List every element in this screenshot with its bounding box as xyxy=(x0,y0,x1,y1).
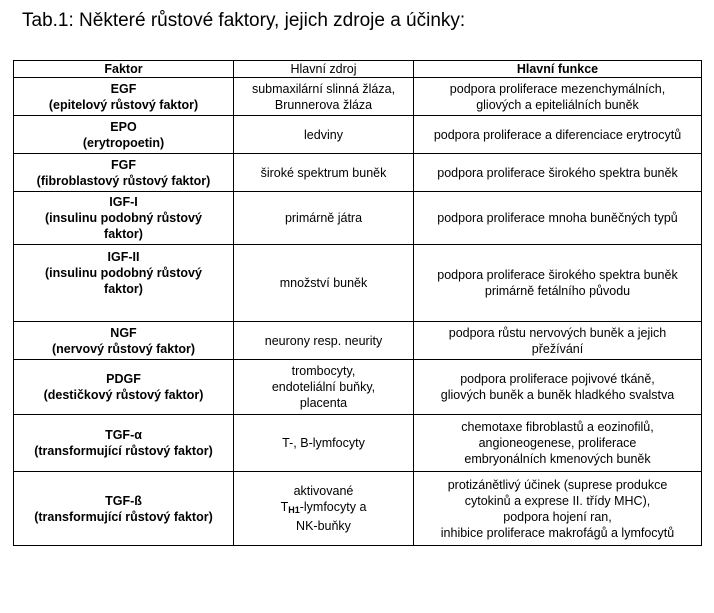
factor-cell: IGF-II (insulinu podobný růstový faktor) xyxy=(14,245,234,322)
source-cell: ledviny xyxy=(234,116,414,154)
header-row xyxy=(14,61,702,78)
source-cell: submaxilární slinná žláza, Brunnerova žláza xyxy=(234,78,414,116)
function-cell: chemotaxe fibroblastů a eozinofilů, angioneogenese, proliferace embryonálních kmenových buněk xyxy=(414,415,702,472)
source-cell: trombocyty, endoteliální buňky, placenta xyxy=(234,360,414,415)
function-cell: podpora proliferace mnoha buněčných typů xyxy=(414,192,702,245)
table-row xyxy=(14,154,702,192)
source-cell: neurony resp. neurity xyxy=(234,322,414,360)
factor-cell: NGF (nervový růstový faktor) xyxy=(14,322,234,360)
function-cell: podpora proliferace mezenchymálních, gliových a epiteliálních buněk xyxy=(414,78,702,116)
source-cell: aktivované $T_{H1}$-lymfocyty a NK-buňky xyxy=(234,472,414,546)
header-source: Hlavní zdroj xyxy=(234,61,414,78)
source-cell: primárně játra xyxy=(234,192,414,245)
source-cell: množství buněk xyxy=(234,245,414,322)
table-row xyxy=(14,360,702,415)
growth-factors-table xyxy=(13,60,702,546)
header-function: Hlavní funkce xyxy=(414,61,702,78)
function-cell: podpora proliferace širokého spektra buněk primárně fetálního původu xyxy=(414,245,702,322)
table-caption: Tab.1: Některé růstové faktory, jejich zdroje a účinky: xyxy=(22,10,466,31)
function-cell: podpora proliferace pojivové tkáně, gliových buněk a buněk hladkého svalstva xyxy=(414,360,702,415)
table-row xyxy=(14,415,702,472)
factor-cell: PDGF (destičkový růstový faktor) xyxy=(14,360,234,415)
function-cell: protizánětlivý účinek (suprese produkce cytokinů a exprese II. třídy MHC), podpora hojení ran, inhibice proliferace makrofágů a lymfocytů xyxy=(414,472,702,546)
function-cell: podpora proliferace širokého spektra buněk xyxy=(414,154,702,192)
factor-cell: IGF-I (insulinu podobný růstový faktor) xyxy=(14,192,234,245)
table-row xyxy=(14,472,702,546)
factor-cell: FGF (fibroblastový růstový faktor) xyxy=(14,154,234,192)
function-cell: podpora růstu nervových buněk a jejich přežívání xyxy=(414,322,702,360)
table-row xyxy=(14,245,702,322)
factor-cell: EPO (erytropoetin) xyxy=(14,116,234,154)
factor-cell: TGF-ß (transformující růstový faktor) xyxy=(14,472,234,546)
factor-cell: TGF-α (transformující růstový faktor) xyxy=(14,415,234,472)
factor-cell: EGF (epitelový růstový faktor) xyxy=(14,78,234,116)
table-row xyxy=(14,116,702,154)
table-row xyxy=(14,78,702,116)
function-cell: podpora proliferace a diferenciace erytrocytů xyxy=(414,116,702,154)
source-cell: široké spektrum buněk xyxy=(234,154,414,192)
header-factor: Faktor xyxy=(14,61,234,78)
table-row xyxy=(14,322,702,360)
source-cell: T-, B-lymfocyty xyxy=(234,415,414,472)
table-row xyxy=(14,192,702,245)
th1-subscript: H1 xyxy=(288,505,300,515)
